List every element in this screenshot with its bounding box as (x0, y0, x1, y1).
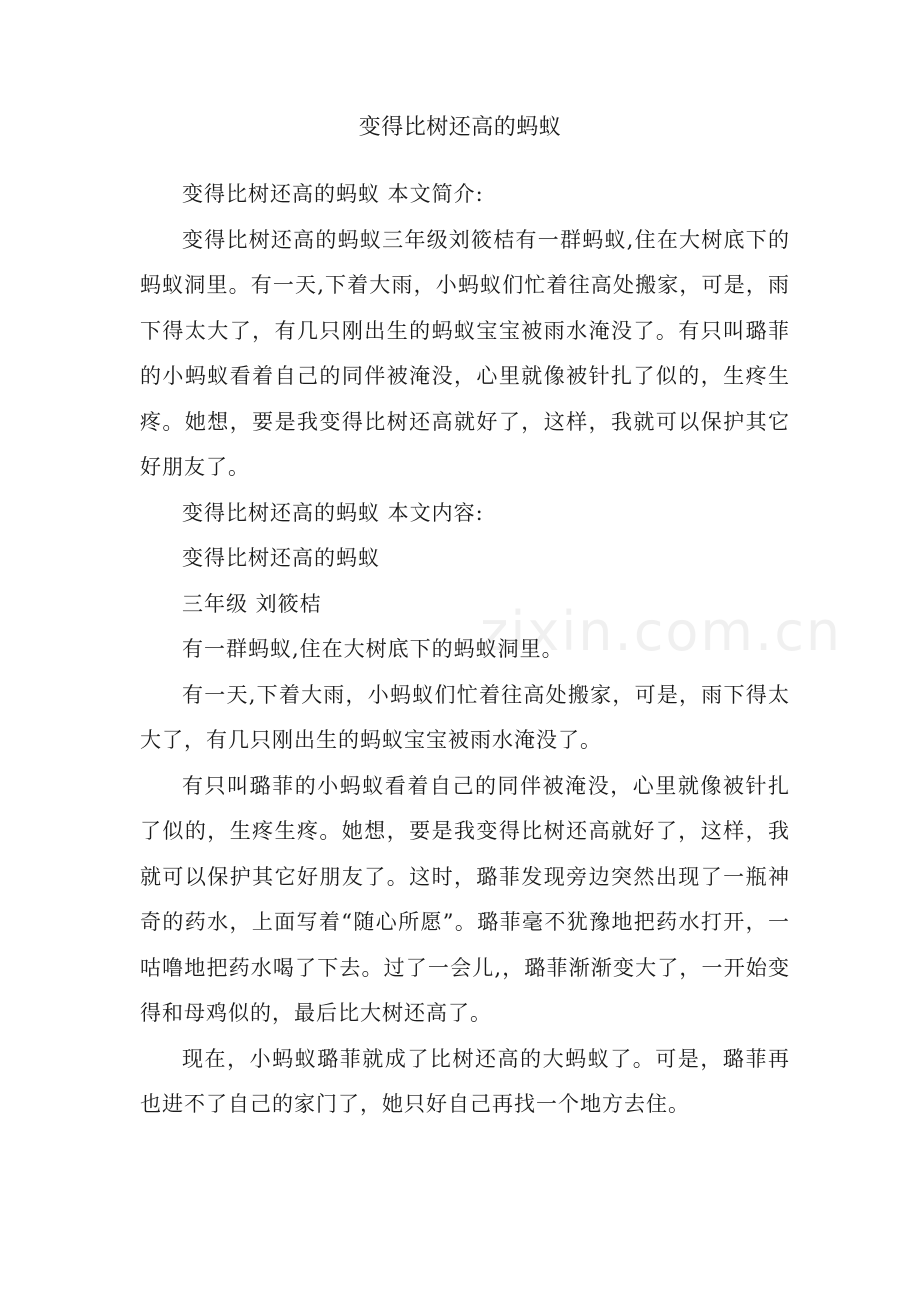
story-paragraph: 有一群蚂蚁,住在大树底下的蚂蚁洞里。 (182, 637, 564, 661)
document-title: 变得比树还高的蚂蚁 (358, 115, 562, 140)
story-author: 三年级 刘筱桔 (182, 591, 322, 616)
watermark: zixin.com.cn (480, 600, 843, 663)
document-body (140, 172, 790, 1128)
story-paragraph: 有一天,下着大雨，小蚂蚁们忙着往高处搬家，可是，雨下得太大了，有几只刚出生的蚂蚁宝宝被雨水淹没了。 (140, 682, 790, 752)
intro-paragraph: 变得比树还高的蚂蚁三年级刘筱桔有一群蚂蚁,住在大树底下的蚂蚁洞里。有一天,下着大雨，小蚂蚁们忙着往高处搬家，可是，雨下得太大了，有几只刚出生的蚂蚁宝宝被雨水淹没了。有只叫璐菲的小蚂蚁看着自己的同伴被淹没，心里就像被针扎了似的，生疼生疼。她想，要是我变得比树还高就好了，这样，我就可以保护其它好朋友了。 (140, 227, 790, 479)
intro-heading: 变得比树还高的蚂蚁 本文简介: (182, 182, 484, 206)
content-heading: 变得比树还高的蚂蚁 本文内容: (182, 500, 484, 525)
story-paragraph: 有只叫璐菲的小蚂蚁看着自己的同伴被淹没，心里就像被针扎了似的，生疼生疼。她想，要是我变得比树还高就好了，这样，我就可以保护其它好朋友了。这时，璐菲发现旁边突然出现了一瓶神奇的药水，上面写着“随心所愿”。璐菲毫不犹豫地把药水打开，一咕噜地把药水喝了下去。过了一会儿,，璐菲渐渐变大了，一开始变得和母鸡似的，最后比大树还高了。 (140, 773, 790, 1025)
story-paragraph: 现在，小蚂蚁璐菲就成了比树还高的大蚂蚁了。可是，璐菲再也进不了自己的家门了，她只好自己再找一个地方去住。 (140, 1046, 790, 1116)
story-title: 变得比树还高的蚂蚁 (182, 546, 380, 570)
